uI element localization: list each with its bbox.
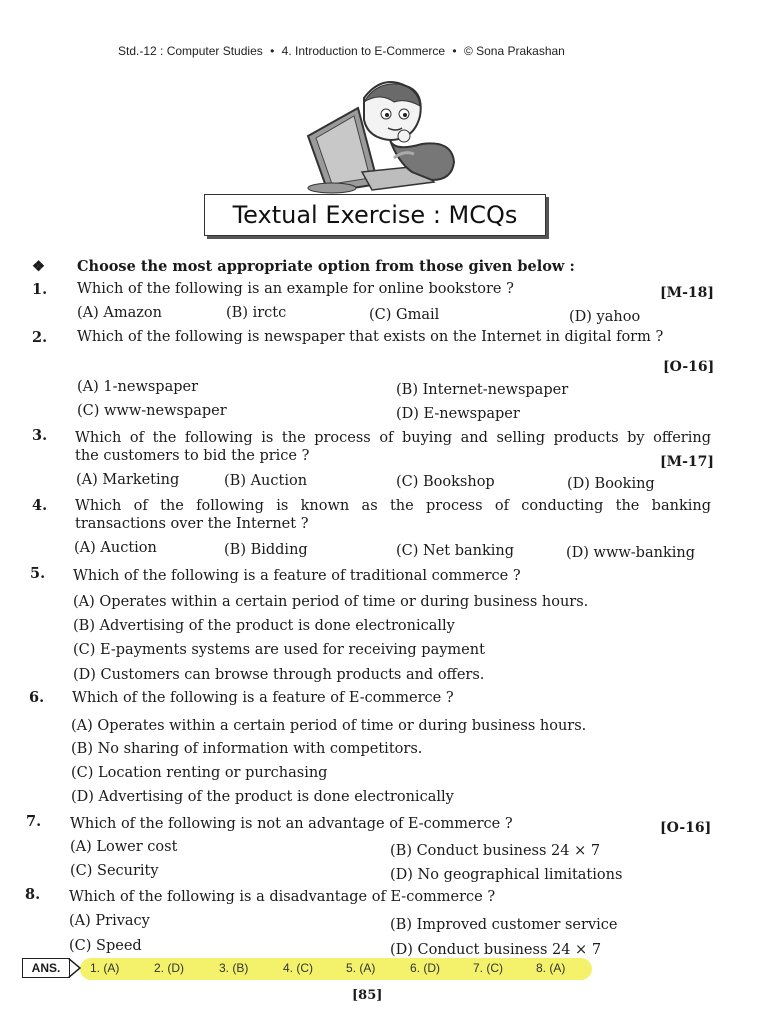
answer-item: 1. (A) — [90, 961, 120, 975]
question-text: Which of the following is known as the process of conducting the banking — [75, 498, 711, 514]
option: (A) Auction — [74, 540, 157, 556]
instruction-symbol: ❖ — [32, 258, 45, 275]
option: (D) E-newspaper — [396, 406, 520, 422]
exam-tag: [M-18] — [660, 285, 715, 301]
option: (B) irctc — [226, 305, 287, 321]
question-text: Which of the following is an example for online bookstore ? — [77, 281, 514, 297]
option: (C) Speed — [69, 938, 142, 954]
option: (A) Marketing — [76, 472, 180, 488]
running-header — [118, 44, 678, 58]
option: (C) Location renting or purchasing — [71, 765, 328, 781]
question-text: transactions over the Internet ? — [75, 516, 309, 532]
question-text: Which of the following is newspaper that exists on the Internet in digital form ? — [77, 329, 664, 345]
option: (B) Improved customer service — [390, 917, 618, 933]
option: (C) Security — [70, 863, 159, 879]
option: (B) Advertising of the product is done electronically — [73, 618, 455, 634]
option: (D) Conduct business 24 × 7 — [390, 942, 602, 958]
option: (D) yahoo — [569, 309, 641, 325]
question-number: 4. — [32, 497, 48, 514]
question-number: 2. — [32, 329, 48, 346]
boy-at-computer-illustration — [302, 80, 462, 198]
exercise-title: Textual Exercise : MCQs — [204, 194, 546, 236]
question-text: Which of the following is a feature of E-commerce ? — [72, 690, 454, 706]
question-number: 1. — [32, 281, 48, 298]
question-number: 7. — [26, 813, 42, 830]
option: (B) Internet-newspaper — [396, 382, 569, 398]
exam-tag: [M-17] — [660, 454, 715, 470]
option: (C) Bookshop — [396, 474, 495, 490]
option: (D) Booking — [567, 476, 655, 492]
option: (A) Privacy — [69, 913, 150, 929]
option: (A) Amazon — [77, 305, 162, 321]
answer-item: 7. (C) — [473, 961, 503, 975]
header-bullet: • — [452, 44, 457, 58]
option: (A) Operates within a certain period of time or during business hours. — [71, 718, 587, 734]
option: (A) 1-newspaper — [77, 379, 199, 395]
page-number: [85] — [352, 988, 383, 1003]
answer-item: 8. (A) — [536, 961, 566, 975]
answer-item: 6. (D) — [410, 961, 440, 975]
option: (A) Operates within a certain period of time or during business hours. — [73, 594, 589, 610]
option: (C) Gmail — [369, 307, 440, 323]
option: (C) E-payments systems are used for receiving payment — [73, 642, 485, 658]
option: (B) Bidding — [224, 542, 308, 558]
answer-item: 2. (D) — [154, 961, 184, 975]
option: (D) No geographical limitations — [390, 867, 623, 883]
exam-tag: [O-16] — [663, 359, 715, 375]
answers-label: ANS. — [22, 958, 70, 978]
header-chapter: 4. Introduction to E-Commerce — [281, 44, 446, 58]
option: (C) Net banking — [396, 543, 515, 559]
exam-tag: [O-16] — [660, 820, 712, 836]
question-number: 3. — [32, 427, 48, 444]
answer-item: 5. (A) — [346, 961, 376, 975]
question-number: 5. — [30, 565, 46, 582]
option: (D) www-banking — [566, 545, 695, 561]
arrow-right-icon — [68, 958, 82, 978]
header-std: Std.-12 : Computer Studies — [118, 44, 263, 58]
question-text: Which of the following is a feature of traditional commerce ? — [73, 568, 521, 584]
option: (C) www-newspaper — [77, 403, 227, 419]
option: (B) Conduct business 24 × 7 — [390, 843, 601, 859]
option: (D) Advertising of the product is done electronically — [71, 789, 454, 805]
option: (B) Auction — [224, 473, 308, 489]
instruction-text: Choose the most appropriate option from those given below : — [77, 258, 575, 275]
option: (B) No sharing of information with competitors. — [71, 741, 423, 757]
answer-item: 3. (B) — [219, 961, 249, 975]
question-number: 6. — [29, 689, 45, 706]
question-text: Which of the following is a disadvantage of E-commerce ? — [69, 889, 496, 905]
header-publisher: © Sona Prakashan — [463, 44, 565, 58]
option: (A) Lower cost — [70, 839, 178, 855]
question-text: Which of the following is the process of buying and selling products by offering — [75, 430, 711, 446]
question-text: Which of the following is not an advantage of E-commerce ? — [70, 816, 513, 832]
question-number: 8. — [25, 886, 41, 903]
question-text: the customers to bid the price ? — [75, 448, 310, 464]
answer-item: 4. (C) — [283, 961, 313, 975]
option: (D) Customers can browse through products and offers. — [73, 667, 485, 683]
header-bullet: • — [270, 44, 275, 58]
